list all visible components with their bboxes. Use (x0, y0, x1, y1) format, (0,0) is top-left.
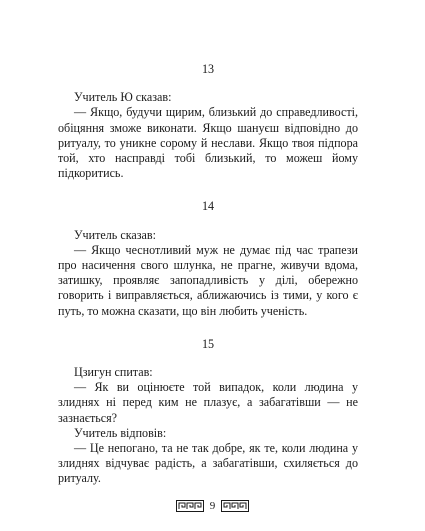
fret-ornament-icon (221, 500, 249, 512)
section-number: 15 (201, 336, 215, 351)
speaker-line: Учитель відповів: (74, 425, 167, 440)
speaker-line: Учитель Ю сказав: (74, 90, 172, 105)
page-number: 9 (209, 500, 216, 512)
paragraph: — Якщо чеснотливий муж не думає під час трапези про насичення свого шлунка, не прагне, живучи вдома, затишку, проявляє запопадливість у ділі, обережно говорить і виправляється, аближаючись із тими, у кого є путь, то можна сказати, що він любить ученість. (58, 242, 358, 318)
speaker-line: Учитель сказав: (74, 227, 156, 242)
section-number: 14 (201, 199, 215, 214)
paragraph: — Це непогано, та не так добре, як те, коли людина у злиднях відчуває радість, а забагатівши, схиляється до ритуалу. (58, 441, 358, 486)
section-14 (58, 199, 358, 318)
paragraph: — Якщо, будучи щирим, близький до справедливості, обіцяння зможе виконати. Якщо шануєш відповідно до ритуалу, то уникне сорому й неслави. Якщо твоя підпора той, хто насправді тобі близький, то можеш йому підкоритись. (58, 105, 358, 181)
page-footer (0, 498, 425, 514)
page-body (58, 62, 358, 487)
section-13 (58, 62, 358, 181)
section-15 (58, 337, 358, 487)
speaker-line: Цзигун спитав: (74, 365, 153, 380)
section-number: 13 (201, 62, 215, 76)
paragraph: — Як ви оцінюєте той випадок, коли людина у злиднях ні перед ким не плазує, а забагатівши — не зазнається? (58, 380, 358, 425)
fret-ornament-icon (176, 500, 204, 512)
